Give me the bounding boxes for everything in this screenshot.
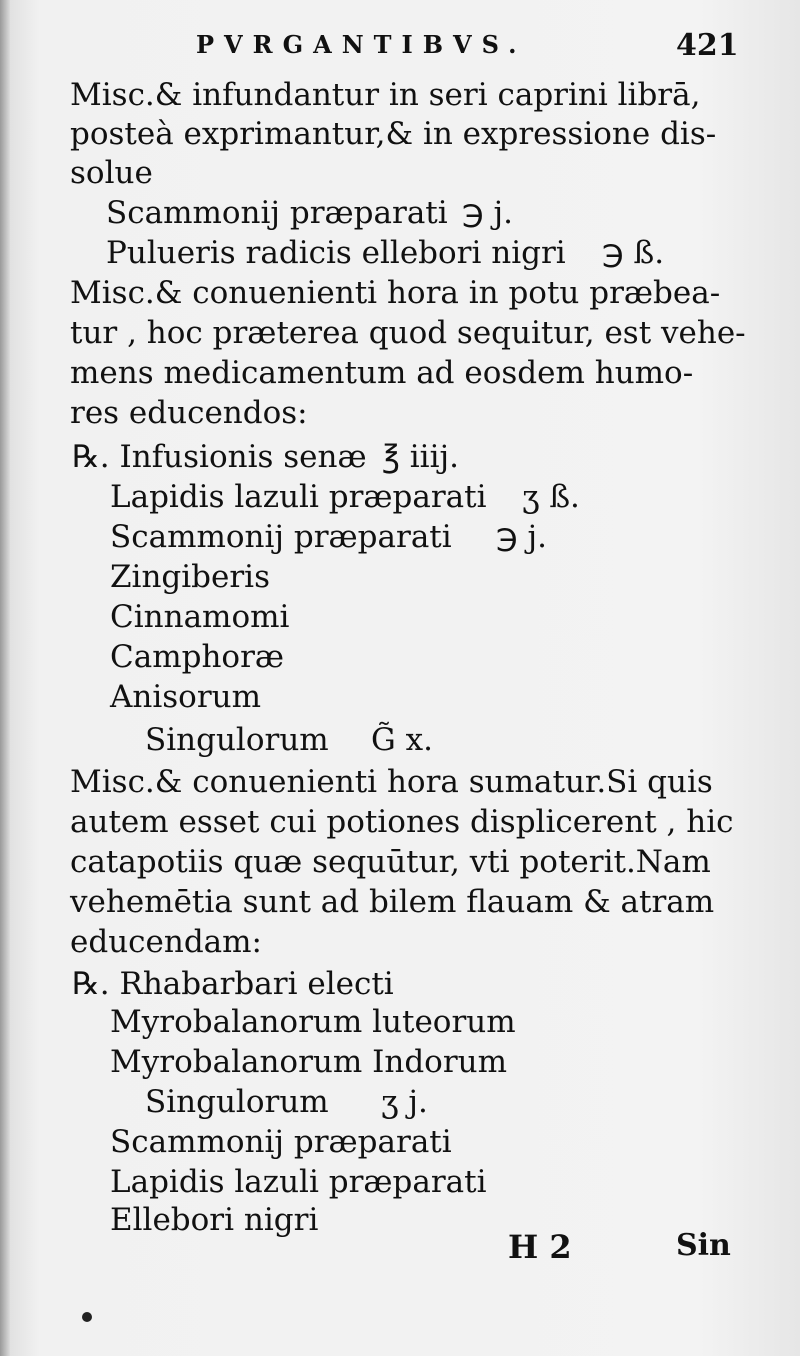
recipe-line [110,1162,487,1202]
ingredient: Camphoræ [110,639,285,675]
text-line: vehemētia sunt ad bilem flauam & atram [70,884,715,920]
recipe-line [110,597,289,637]
ingredient: ℞. Rhabarbari electi [72,966,394,1002]
text-line: posteà exprimantur,& in expressione dis- [70,116,717,152]
dose: ℈ j. [462,195,513,231]
text-line: Misc.& conuenienti hora sumatur.Si quis [70,764,713,800]
recipe-line [110,677,261,717]
text-line: mens medicamentum ad eosdem humo- [70,355,694,391]
recipe-line [110,1002,516,1042]
recipe-line [110,557,270,597]
ingredient: Myrobalanorum Indorum [110,1044,508,1080]
ingredient: ℞. Infusionis senæ [72,439,367,475]
dose: G̃ x. [371,722,433,758]
ingredient: Scammonij præparati [110,519,452,555]
recipe-line [145,720,433,760]
dose: ℈ ß. [602,235,665,271]
text-line: solue [70,155,153,191]
ingredient: Scammonij præparati [110,1124,452,1160]
text-line: catapotiis quæ sequūtur, vti poterit.Nam [70,844,711,880]
text-line: res educendos: [70,395,308,431]
dose: ℥ iiij. [382,439,459,475]
text-line: Misc.& conuenienti hora in potu præbea- [70,275,721,311]
text-line: Misc.& infundantur in seri caprini librā, [70,77,701,113]
recipe-line [106,233,665,273]
recipe-line [110,637,284,677]
dose: ʒ ß. [522,479,580,515]
ingredient: Lapidis lazuli præparati [110,479,487,515]
signature-mark: H 2 [508,1228,572,1266]
ingredient: Lapidis lazuli præparati [110,1164,487,1200]
recipe-line [72,964,394,1004]
ingredient: Pulueris radicis ellebori nigri [106,235,566,271]
ingredient: Scammonij præparati [106,195,448,231]
recipe-line [145,1082,428,1122]
page-footer [0,1228,800,1278]
text-line: tur , hoc præterea quod sequitur, est vehe- [70,315,746,351]
recipe-line [110,1042,507,1082]
ingredient: Singulorum [145,1084,329,1120]
ingredient: Singulorum [145,722,329,758]
text-line: autem esset cui potiones displicerent , hic [70,804,734,840]
ingredient: Zingiberis [110,559,271,595]
dose: ℈ j. [496,519,547,555]
recipe-line [110,1122,452,1162]
text-line: educendam: [70,924,262,960]
ingredient: Ellebori nigri [110,1202,319,1238]
running-head: PVRGANTIBVS. [196,30,527,59]
ingredient: Cinnamomi [110,599,290,635]
ink-spot [82,1312,92,1322]
recipe-line [110,517,547,557]
ingredient: Anisorum [110,679,262,715]
page-number: 421 [676,28,739,63]
catchword: Sin [676,1228,731,1263]
recipe-line [72,437,459,477]
recipe-line [110,477,580,517]
recipe-line [106,193,513,233]
dose: ʒ j. [381,1084,428,1120]
ingredient: Myrobalanorum luteorum [110,1004,516,1040]
